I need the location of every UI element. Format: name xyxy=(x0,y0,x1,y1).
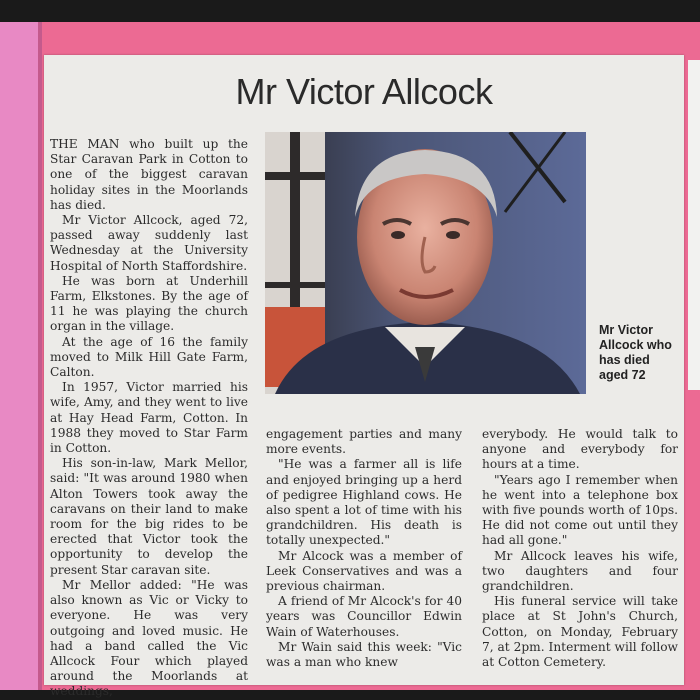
article-paragraph: THE MAN who built up the Star Caravan Park in Cotton to one of the biggest caravan holiday sites in the Moorlands has died. xyxy=(50,137,248,212)
article-paragraph: Mr Mellor added: "He was also known as Vic or Vicky to everyone. He was very outgoing and loved music. He had a band called the Vic Allcock Four which played around the Moorlands at weddings, xyxy=(50,577,248,699)
pink-page-edge xyxy=(0,22,42,690)
headline: Mr Victor Allcock xyxy=(235,71,493,112)
article-paragraph: Mr Wain said this week: "Vic was a man who knew xyxy=(266,639,462,670)
article-column-3 xyxy=(482,427,678,670)
portrait-photo xyxy=(265,132,586,394)
article-paragraph: Mr Allcock leaves his wife, two daughters and four grandchildren. xyxy=(482,548,678,594)
article-paragraph: engagement parties and many more events. xyxy=(266,427,462,457)
article-paragraph: "Years ago I remember when he went into a telephone box with five pounds worth of 10ps. He did not come out until they had all gone." xyxy=(482,472,678,548)
article-paragraph: "He was a farmer all is life and enjoyed bringing up a herd of pedigree Highland cows. He also spent a lot of time with his grandchildren. His death is totally unexpected." xyxy=(266,457,462,548)
article-paragraph: In 1957, Victor married his wife, Amy, and they went to live at Hay Head Farm, Cotton. In 1988 they moved to Star Farm in Cotton. xyxy=(50,380,248,456)
photo-caption: Mr Victor Allcock who has died aged 72 xyxy=(599,323,672,382)
article-paragraph: everybody. He would talk to anyone and everybody for hours at a time. xyxy=(482,427,678,472)
article-paragraph: His funeral service will take place at St John's Church, Cotton, on Monday, February 7, at 2pm. Interment will follow at Cotton Cemetery. xyxy=(482,594,678,670)
article-column-2 xyxy=(266,427,462,670)
newspaper-clipping xyxy=(44,55,684,699)
adjacent-clipping-edge xyxy=(688,60,700,390)
article-paragraph: He was born at Underhill Farm, Elkstones. By the age of 11 he was playing the church organ in the village. xyxy=(50,273,248,334)
article-paragraph: Mr Victor Allcock, aged 72, passed away suddenly last Wednesday at the University Hospital of North Staffordshire. xyxy=(50,213,248,273)
article-column-1 xyxy=(50,137,248,700)
article-paragraph: Mr Alcock was a member of Leek Conservatives and was a previous chairman. xyxy=(266,548,462,594)
article-paragraph: His son-in-law, Mark Mellor, said: "It was around 1980 when Alton Towers took away the caravans on their land to make room for the big rides to be erected that Victor took the opportunity to develop the present Star caravan site. xyxy=(50,456,248,577)
page-fold xyxy=(38,22,42,690)
article-paragraph: At the age of 16 the family moved to Milk Hill Gate Farm, Calton. xyxy=(50,334,248,380)
portrait-illustration xyxy=(265,132,586,394)
article-paragraph: A friend of Mr Alcock's for 40 years was Councillor Edwin Wain of Waterhouses. xyxy=(266,594,462,639)
